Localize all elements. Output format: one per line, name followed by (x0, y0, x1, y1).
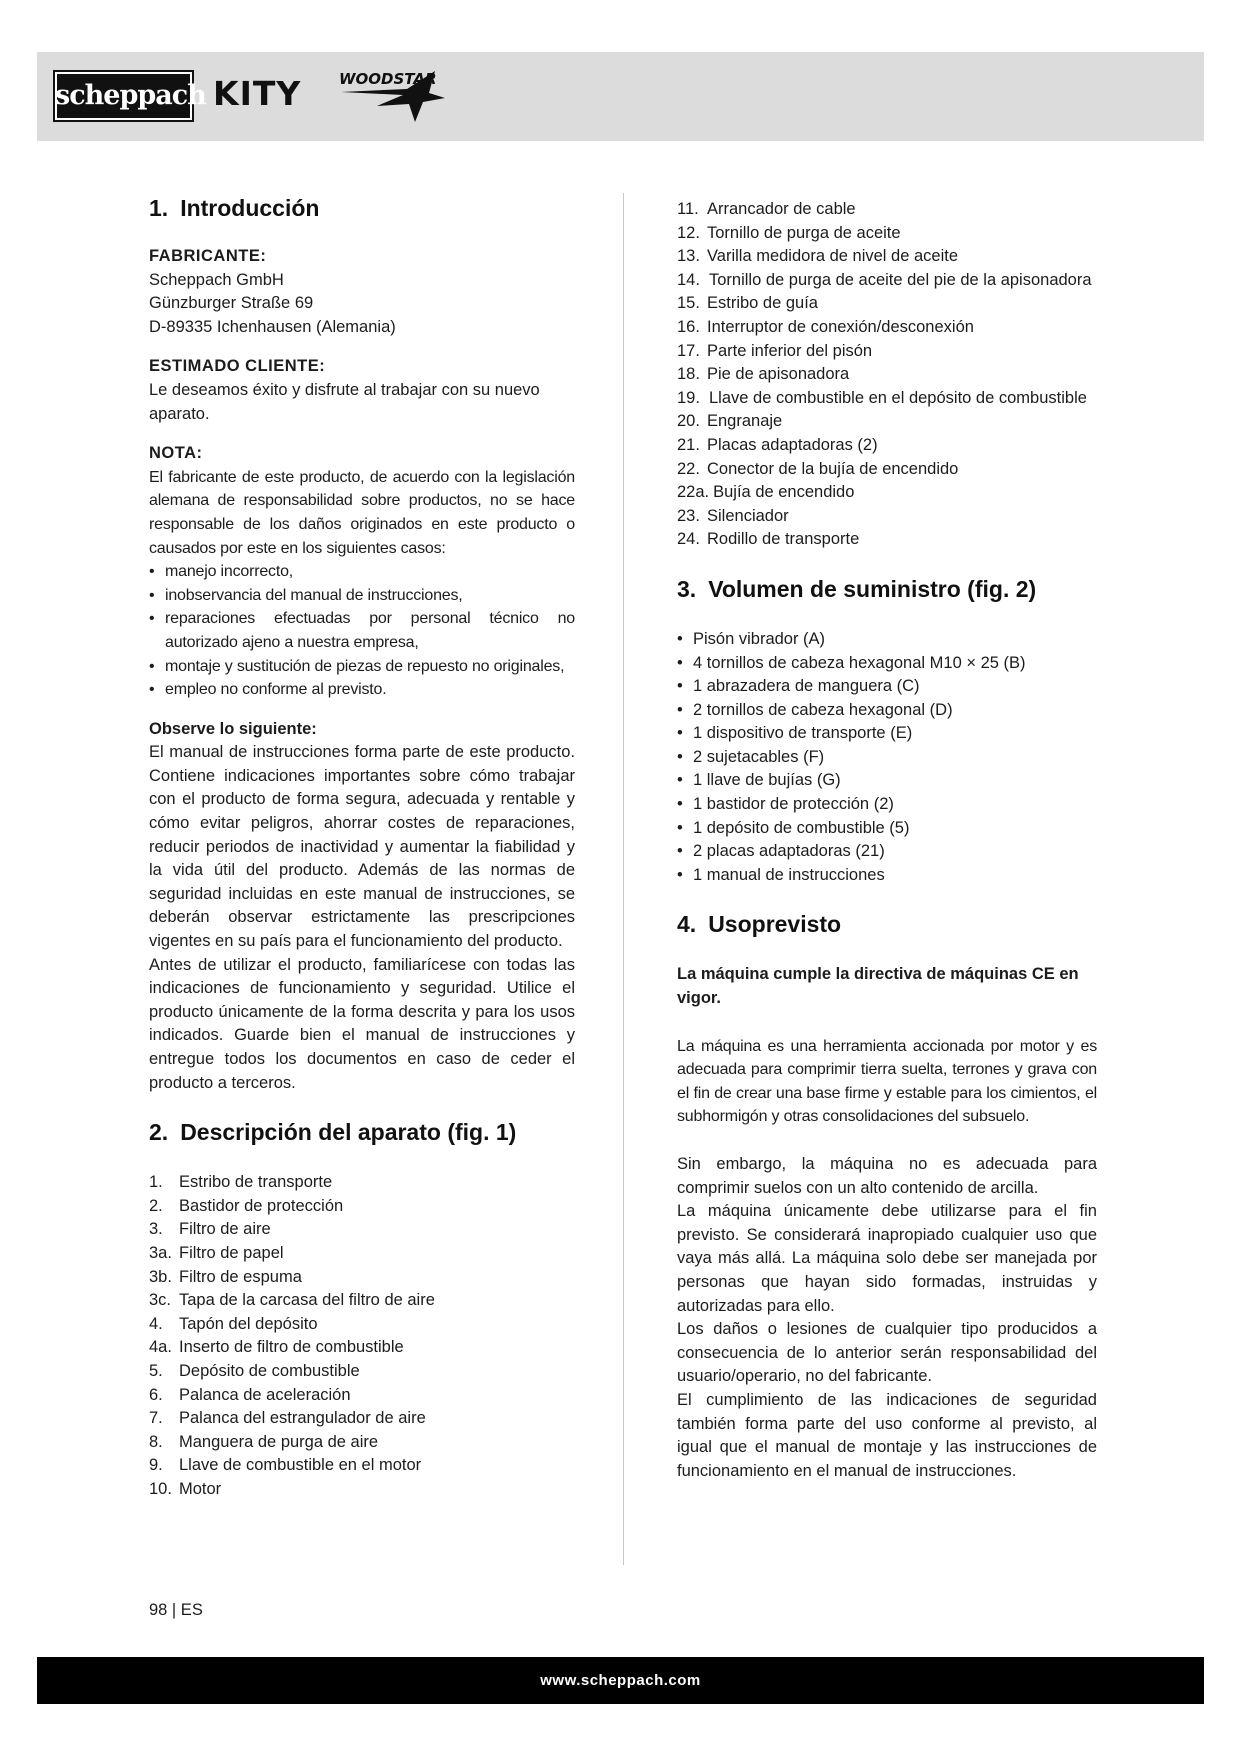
directive-statement: La máquina cumple la directiva de máquinas CE en vigor. (677, 965, 1079, 1008)
list-item: 23. Silenciador (677, 506, 789, 525)
manufacturer-line: D-89335 Ichenhausen (Alemania) (149, 317, 396, 336)
list-item: • 1 depósito de combustible (5) (677, 817, 1097, 841)
list-item: • empleo no conforme al previsto. (149, 678, 575, 702)
intended-use-text: La máquina es una herramienta accionada por motor y es adecuada para comprimir tierra suelta, terrones y grava con el fin de crear una base firme y estable para los cimientos, el subhormigón y otras consolidaciones del subsuelo. (677, 1037, 1097, 1126)
list-item: 3b. Filtro de espuma (149, 1267, 302, 1286)
footer-bar (37, 1657, 1204, 1704)
list-item: • 1 dispositivo de transporte (E) (677, 722, 1097, 746)
note-label: NOTA: (149, 444, 203, 463)
list-item: 11. Arrancador de cable (677, 200, 856, 218)
parts-list-continued (677, 198, 1097, 552)
intended-use-text: Sin embargo, la máquina no es adecuada para comprimir suelos con un alto contenido de arcilla. (677, 1155, 1097, 1197)
list-item: • 1 manual de instrucciones (677, 864, 1097, 888)
column-divider (623, 193, 624, 1565)
list-item: • reparaciones efectuadas por personal técnico no autorizado ajeno a nuestra empresa, (149, 607, 575, 654)
list-item: 6. Palanca de aceleración (149, 1385, 351, 1404)
manufacturer-line: Scheppach GmbH (149, 270, 284, 289)
list-item: • 2 sujetacables (F) (677, 746, 1097, 770)
supply-list (677, 628, 1097, 888)
manufacturer-line: Günzburger Straße 69 (149, 294, 314, 313)
list-item: 22a. Bujía de encendido (677, 483, 855, 502)
woodstar-logo (337, 62, 467, 122)
note-bullet-list (149, 560, 575, 702)
list-item: • manejo incorrecto, (149, 560, 575, 584)
list-item: • 1 bastidor de protección (2) (677, 793, 1097, 817)
list-item: 9. Llave de combustible en el motor (149, 1456, 422, 1475)
left-column (149, 193, 575, 1502)
section-title-descripcion: 2. Descripción del aparato (fig. 1) (149, 1119, 517, 1146)
list-item: • 2 tornillos de cabeza hexagonal (D) (677, 699, 1097, 723)
manufacturer-label: FABRICANTE: (149, 247, 267, 265)
list-item: 16. Interruptor de conexión/desconexión (677, 317, 974, 336)
note-text: El fabricante de este producto, de acuerdo con la legislación alemana de responsabilidad sobre productos, no se hace responsable de los daños originados en este producto o causados por este en los siguientes casos: (149, 468, 575, 557)
list-item: • 4 tornillos de cabeza hexagonal M10 × 25 (B) (677, 652, 1097, 676)
list-item: 13. Varilla medidora de nivel de aceite (677, 247, 959, 266)
page-number: 98 | ES (149, 1601, 203, 1619)
list-item: • montaje y sustitución de piezas de repuesto no originales, (149, 655, 575, 679)
list-item: • 1 llave de bujías (G) (677, 769, 1097, 793)
list-item: 18. Pie de apisonadora (677, 365, 850, 384)
list-item: • 2 placas adaptadoras (21) (677, 840, 1097, 864)
list-item: 3. Filtro de aire (149, 1220, 271, 1239)
footer-url: www.scheppach.com (540, 1672, 701, 1689)
observe-text: Antes de utilizar el producto, familiarícese con todas las indicaciones de funcionamiento y seguridad. Utilice el producto únicamente de la forma descrita y para los usos indicados. Guarde bien el manual de instrucciones y entregue todos los documentos en caso de ceder el producto a terceros. (149, 955, 575, 1092)
list-item: 4. Tapón del depósito (149, 1314, 318, 1333)
list-item: 17. Parte inferior del pisón (677, 341, 873, 360)
list-item: • 1 abrazadera de manguera (C) (677, 675, 1097, 699)
list-item: 24. Rodillo de transporte (677, 530, 860, 549)
list-item: 5. Depósito de combustible (149, 1361, 360, 1380)
section-title-usoprevisto: 4. Usoprevisto (677, 911, 842, 938)
list-item: 19. Llave de combustible en el depósito de combustible (677, 388, 1087, 407)
list-item: • Pisón vibrador (A) (677, 628, 1097, 652)
intended-use-text: El cumplimiento de las indicaciones de seguridad también forma parte del uso conforme al previsto, al igual que el manual de montaje y las instrucciones de funcionamiento en el manual de instrucciones. (677, 1390, 1097, 1480)
list-item: 21. Placas adaptadoras (2) (677, 435, 878, 454)
scheppach-logo: scheppach (53, 70, 194, 122)
intended-use-text: La máquina únicamente debe utilizarse para el fin previsto. Se considerará inapropiado cualquier uso que vaya más allá. La máquina solo debe ser manejada por personas que hayan sido formadas, instruidas y autorizadas para ello. (677, 1202, 1097, 1315)
list-item: 14. Tornillo de purga de aceite del pie de la apisonadora (677, 270, 1092, 289)
list-item: 12. Tornillo de purga de aceite (677, 223, 901, 242)
list-item: • inobservancia del manual de instrucciones, (149, 584, 575, 608)
customer-text: Le deseamos éxito y disfrute al trabajar con su nuevo aparato. (149, 380, 540, 423)
right-column (677, 198, 1097, 1483)
observe-label: Observe lo siguiente: (149, 719, 317, 738)
list-item: 10. Motor (149, 1479, 222, 1498)
list-item: 1. Estribo de transporte (149, 1173, 333, 1192)
list-item: 3c. Tapa de la carcasa del filtro de aire (149, 1291, 435, 1310)
header-bar (37, 52, 1204, 141)
intended-use-text: Los daños o lesiones de cualquier tipo producidos a consecuencia de lo anterior serán responsabilidad del usuario/operario, no del fabricante. (677, 1320, 1097, 1386)
list-item: 20. Engranaje (677, 412, 783, 431)
list-item: 7. Palanca del estrangulador de aire (149, 1409, 426, 1428)
list-item: 8. Manguera de purga de aire (149, 1432, 379, 1451)
list-item: 22. Conector de la bujía de encendido (677, 459, 959, 478)
woodstar-star-icon (337, 62, 467, 122)
kity-logo: KITY (213, 74, 302, 113)
list-item: 4a. Inserto de filtro de combustible (149, 1338, 404, 1357)
customer-label: ESTIMADO CLIENTE: (149, 357, 326, 376)
list-item: 2. Bastidor de protección (149, 1196, 344, 1215)
section-title-volumen: 3. Volumen de suministro (fig. 2) (677, 575, 1037, 602)
list-item: 15. Estribo de guía (677, 294, 818, 313)
parts-list (149, 1171, 575, 1501)
section-title-introduccion: 1. Introducción (149, 195, 320, 221)
list-item: 3a. Filtro de papel (149, 1243, 284, 1262)
observe-text: El manual de instrucciones forma parte de este producto. Contiene indicaciones importantes sobre cómo trabajar con el producto de forma segura, adecuada y rentable y cómo evitar peligros, ahorrar costes de reparaciones, reducir periodos de inactividad y aumentar la fiabilidad y la vida útil del producto. Además de las normas de seguridad incluidas en este manual de instrucciones, se deberán observar estrictamente las prescripciones vigentes en su país para el funcionamiento del producto. (149, 743, 575, 951)
woodstar-wordmark: WOODSTAR (339, 70, 437, 88)
